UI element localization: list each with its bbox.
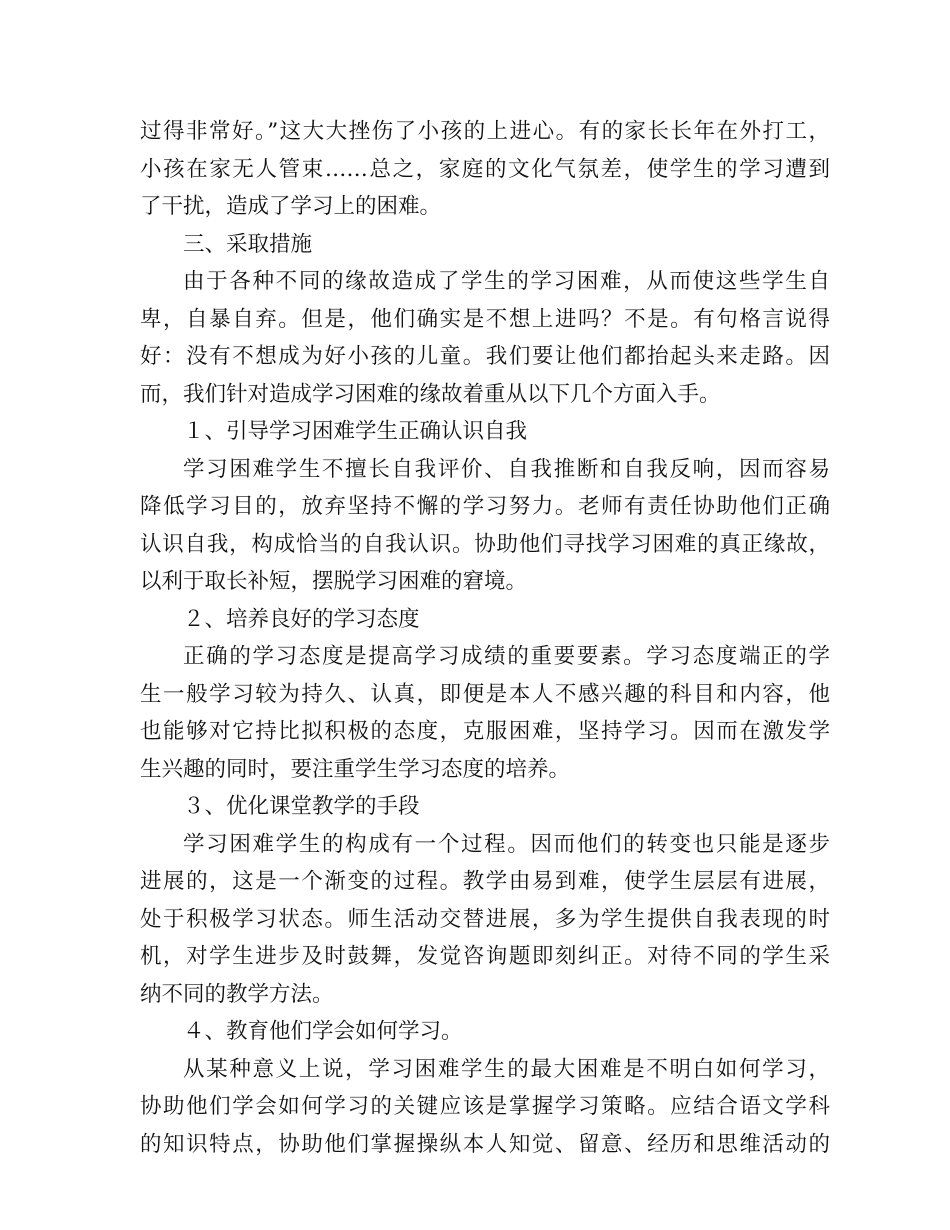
paragraph-line: 正确的学习态度是提高学习成绩的重要要素。学习态度端正的学 [183,644,830,669]
paragraph-line: 机，对学生进步及时鼓舞，发觉咨询题即刻纠正。对待不同的学生采 [140,944,830,969]
subsection-heading: ２、培养良好的学习态度 [183,606,420,632]
paragraph-line: 生兴趣的同时，要注重学生学习态度的培养。 [140,756,571,782]
paragraph-line: 过得非常好。”这大大挫伤了小孩的上进心。有的家长长年在外打工， [140,119,830,144]
paragraph-line: 的知识特点，协助他们掌握操纵本人知觉、留意、经历和思维活动的 [140,1131,830,1157]
paragraph-line: 纳不同的教学方法。 [140,981,334,1007]
document-page [140,113,830,1163]
paragraph-line: 学习困难学生的构成有一个过程。因而他们的转变也只能是逐步 [183,831,830,857]
paragraph-line: 卑，自暴自弃。但是，他们确实是不想上进吗？不是。有句格言说得 [140,306,830,332]
paragraph-line: 也能够对它持比拟积极的态度，克服困难，坚持学习。因而在激发学 [140,719,830,744]
paragraph-line: 处于积极学习状态。师生活动交替进展，多为学生提供自我表现的时 [140,906,830,932]
paragraph-line: 了干扰，造成了学习上的困难。 [140,194,442,219]
section-heading: 三、采取措施 [183,231,313,257]
paragraph-line: 协助他们学会如何学习的关键应该是掌握学习策略。应结合语文学科 [140,1094,830,1119]
paragraph-line: 而，我们针对造成学习困难的缘故着重从以下几个方面入手。 [140,381,721,407]
paragraph-line: 认识自我，构成恰当的自我认识。协助他们寻找学习困难的真正缘故， [140,531,830,557]
paragraph-line: 好：没有不想成为好小孩的儿童。我们要让他们都抬起头来走路。因 [140,344,830,369]
subsection-heading: ４、教育他们学会如何学习。 [183,1019,463,1044]
subsection-heading: １、引导学习困难学生正确认识自我 [183,419,528,444]
paragraph-line: 以利于取长补短，摆脱学习困难的窘境。 [140,569,528,594]
subsection-heading: ３、优化课堂教学的手段 [183,794,420,819]
paragraph-line: 由于各种不同的缘故造成了学生的学习困难，从而使这些学生自 [183,269,830,294]
paragraph-line: 学习困难学生不擅长自我评价、自我推断和自我反响，因而容易 [183,456,830,482]
paragraph-line: 进展的，这是一个渐变的过程。教学由易到难，使学生层层有进展， [140,869,830,894]
paragraph-line: 小孩在家无人管束……总之，家庭的文化气氛差，使学生的学习遭到 [140,156,830,182]
paragraph-line: 从某种意义上说，学习困难学生的最大困难是不明白如何学习， [183,1056,830,1082]
paragraph-line: 生一般学习较为持久、认真，即便是本人不感兴趣的科目和内容，他 [140,681,830,707]
paragraph-line: 降低学习目的，放弃坚持不懈的学习努力。老师有责任协助他们正确 [140,494,830,519]
